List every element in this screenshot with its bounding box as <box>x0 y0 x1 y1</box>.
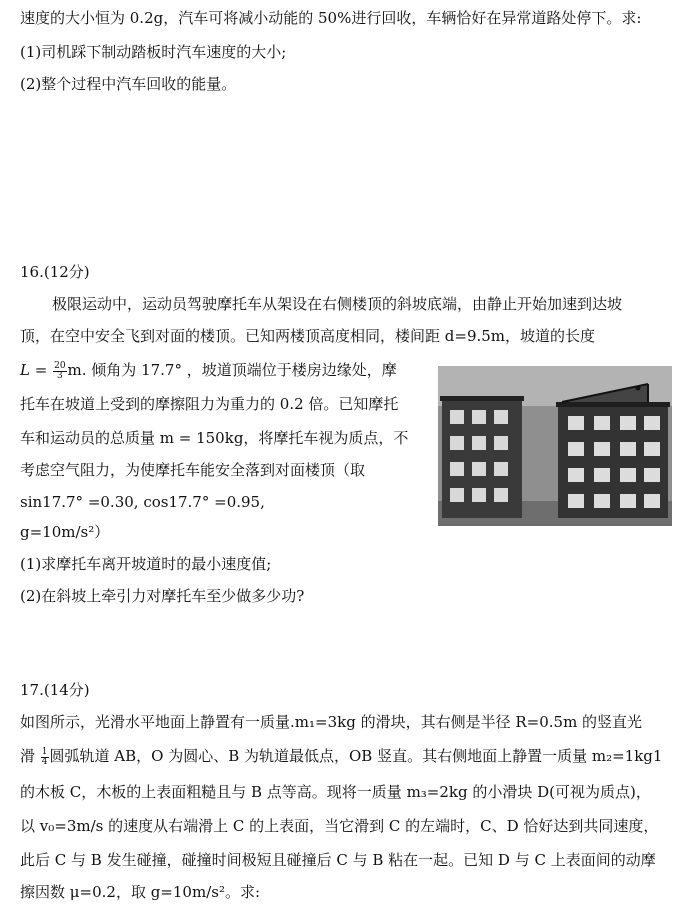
text-line: 托车在坡道上受到的摩擦阻力为重力的 0.2 倍。已知摩托 <box>20 395 399 413</box>
fraction-numerator: 20 <box>54 360 66 371</box>
fraction-denominator: 4 <box>41 756 48 767</box>
text-line: 此后 C 与 B 发生碰撞，碰撞时间极短且碰撞后 C 与 B 粘在一起。已知 D 与 C 上表面间的动摩 <box>20 851 656 869</box>
question-1: (1)求摩托车离开坡道时的最小速度值; <box>20 555 272 573</box>
text-segment: 滑 <box>20 747 36 765</box>
text-line <box>20 360 397 381</box>
buildings-photo <box>438 366 672 526</box>
fraction-numerator: 1 <box>41 746 48 757</box>
problem-header: 17.(14分) <box>20 681 90 699</box>
text-line: 顶，在空中安全飞到对面的楼顶。已知两楼顶高度相同，楼间距 d=9.5m，坡道的长度 <box>20 327 596 345</box>
text-line: 如图所示，光滑水平地面上静置有一质量.m₁=3kg 的滑块，其右侧是半径 R=0.5m 的竖直光 <box>20 713 643 731</box>
question-2: (2)在斜坡上牵引力对摩托车至少做多少功? <box>20 587 305 605</box>
text-line: 考虑空气阻力，为使摩托车能安全落到对面楼顶（取 <box>20 461 366 479</box>
text-line: 擦因数 μ=0.2，取 g=10m/s²。求: <box>20 883 261 901</box>
text-line: 速度的大小恒为 0.2g，汽车可将减小动能的 50%进行回收，车辆恰好在异常道路处停下。求: <box>20 9 642 27</box>
text-segment: 圆弧轨道 AB，O 为圆心、B 为轨道最低点，OB 竖直。其右侧地面上静置一质量 m₂=1kg1 <box>49 747 663 765</box>
text-line: 车和运动员的总质量 m = 150kg，将摩托车视为质点，不 <box>20 429 409 447</box>
text-segment: m. 倾角为 17.7° ，坡道顶端位于楼房边缘处，摩 <box>67 361 397 379</box>
text-line: sin17.7° =0.30, cos17.7° =0.95, <box>20 493 265 511</box>
text-line: 以 v₀=3m/s 的速度从右端滑上 C 的上表面，当它滑到 C 的左端时，C、D 恰好达到共同速度， <box>20 817 659 835</box>
fraction <box>41 748 49 767</box>
text-line <box>20 746 662 767</box>
text-line: g=10m/s²） <box>20 523 110 541</box>
variable-L: L = <box>20 361 48 379</box>
question-2: (2)整个过程中汽车回收的能量。 <box>20 75 237 93</box>
question-1: (1)司机踩下制动踏板时汽车速度的大小; <box>20 43 287 61</box>
fraction-denominator: 3 <box>56 370 63 381</box>
text-line: 的木板 C，木板的上表面粗糙且与 B 点等高。现将一质量 m₃=2kg 的小滑块 D(可视为质点)， <box>20 783 651 801</box>
fraction <box>53 362 66 381</box>
problem-header: 16.(12分) <box>20 263 90 281</box>
text-line: 极限运动中，运动员驾驶摩托车从架设在右侧楼顶的斜坡底端，由静止开始加速到达坡 <box>52 295 623 313</box>
